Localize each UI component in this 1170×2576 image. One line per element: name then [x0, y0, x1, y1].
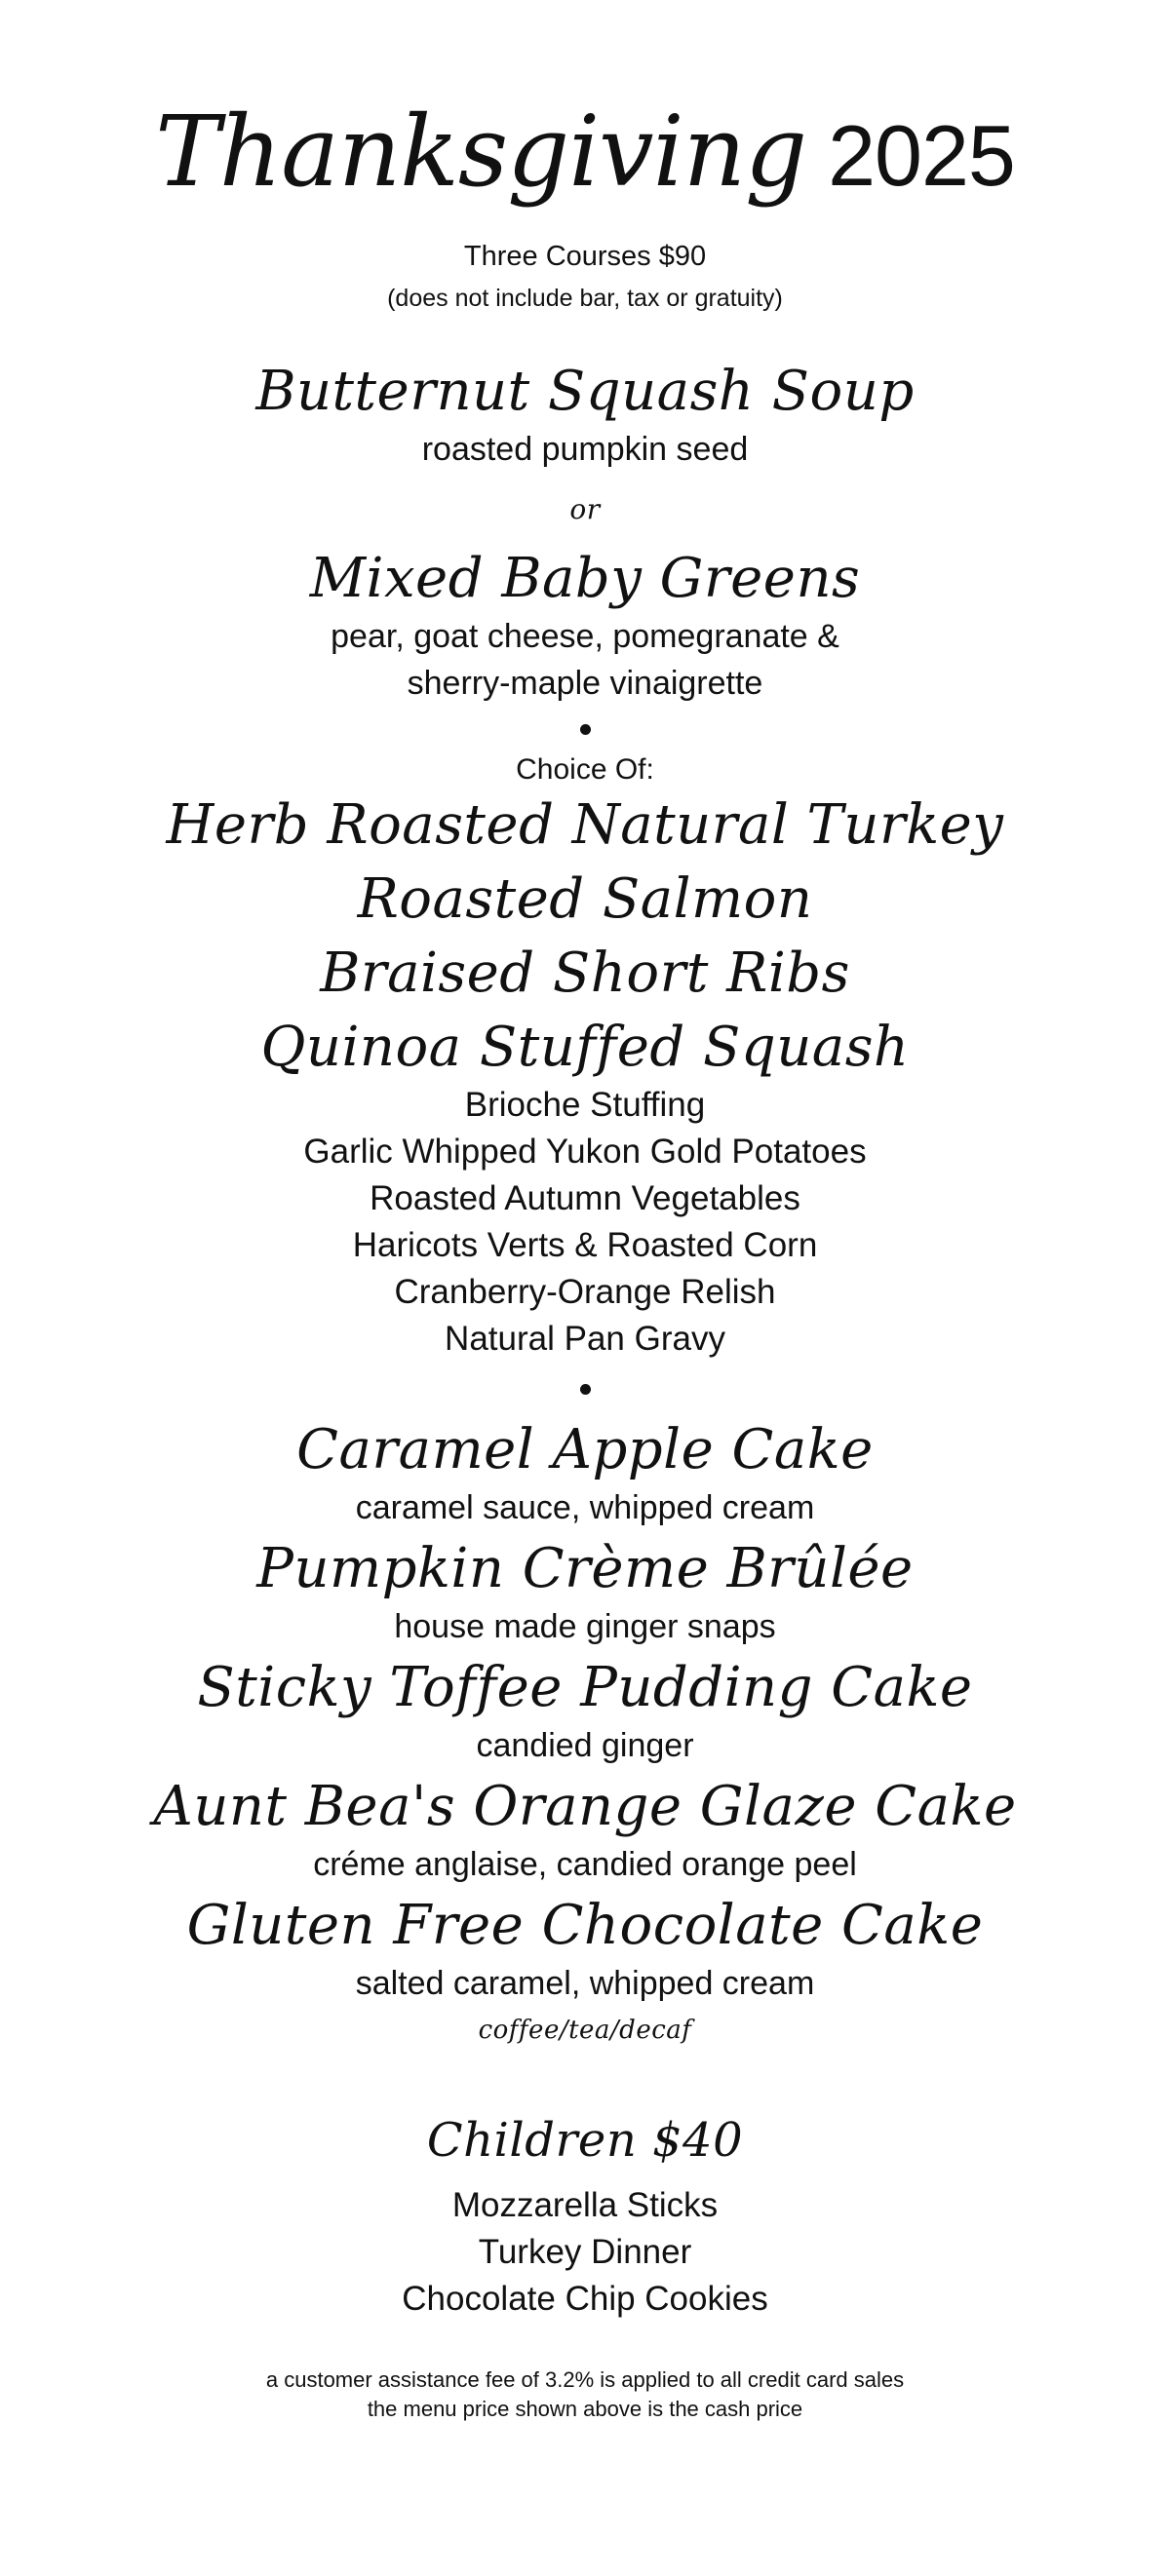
- entree-item: Quinoa Stuffed Squash: [260, 1016, 910, 1079]
- children-item: Chocolate Chip Cookies: [402, 2280, 768, 2318]
- dish-butternut-squash-soup: Butternut Squash Soup: [255, 360, 915, 423]
- dessert-name: Caramel Apple Cake: [296, 1418, 874, 1481]
- dish-description: pear, goat cheese, pomegranate &: [331, 618, 839, 655]
- side-item: Natural Pan Gravy: [445, 1320, 725, 1358]
- menu: [0, 86, 1170, 2424]
- side-item: Brioche Stuffing: [464, 1086, 706, 1124]
- dessert-name: Sticky Toffee Pudding Cake: [197, 1656, 973, 1719]
- section-divider-dot: [580, 1384, 591, 1395]
- side-item: Cranberry-Orange Relish: [394, 1273, 776, 1311]
- dessert-description: house made ginger snaps: [394, 1608, 776, 1645]
- side-item: Roasted Autumn Vegetables: [370, 1179, 800, 1217]
- dish-description: sherry-maple vinaigrette: [407, 665, 763, 702]
- dessert-description: salted caramel, whipped cream: [355, 1965, 815, 2002]
- dish-mixed-baby-greens: Mixed Baby Greens: [309, 547, 861, 610]
- dish-description: roasted pumpkin seed: [421, 431, 749, 468]
- side-item: Haricots Verts & Roasted Corn: [352, 1226, 818, 1264]
- dessert-description: caramel sauce, whipped cream: [355, 1489, 815, 1526]
- or-separator: or: [569, 493, 601, 525]
- footer-cash-price-note: the menu price shown above is the cash price: [367, 2397, 803, 2421]
- dessert-name: Aunt Bea's Orange Glaze Cake: [153, 1775, 1017, 1838]
- children-item: Turkey Dinner: [478, 2233, 692, 2271]
- menu-title-year: 2025: [828, 107, 1015, 204]
- menu-title: [0, 86, 1170, 217]
- beverages-note: coffee/tea/decaf: [478, 2016, 692, 2045]
- dessert-name: Gluten Free Chocolate Cake: [186, 1894, 984, 1957]
- section-divider-dot: [580, 724, 591, 735]
- children-item: Mozzarella Sticks: [451, 2186, 719, 2224]
- entree-item: Braised Short Ribs: [320, 942, 850, 1005]
- menu-price: Three Courses $90: [463, 241, 707, 272]
- footer-fee-note: a customer assistance fee of 3.2% is applied to all credit card sales: [265, 2367, 905, 2392]
- dessert-name: Pumpkin Crème Brûlée: [256, 1537, 914, 1600]
- menu-price-note: (does not include bar, tax or gratuity): [387, 285, 783, 312]
- entree-item: Roasted Salmon: [357, 867, 813, 931]
- menu-title-script: Thanksgiving: [155, 95, 807, 209]
- children-heading: Children $40: [426, 2113, 744, 2168]
- entree-item: Herb Roasted Natural Turkey: [166, 793, 1004, 857]
- choice-heading: Choice Of:: [516, 753, 654, 786]
- dessert-description: créme anglaise, candied orange peel: [313, 1846, 857, 1883]
- dessert-description: candied ginger: [476, 1727, 694, 1764]
- side-item: Garlic Whipped Yukon Gold Potatoes: [303, 1133, 867, 1171]
